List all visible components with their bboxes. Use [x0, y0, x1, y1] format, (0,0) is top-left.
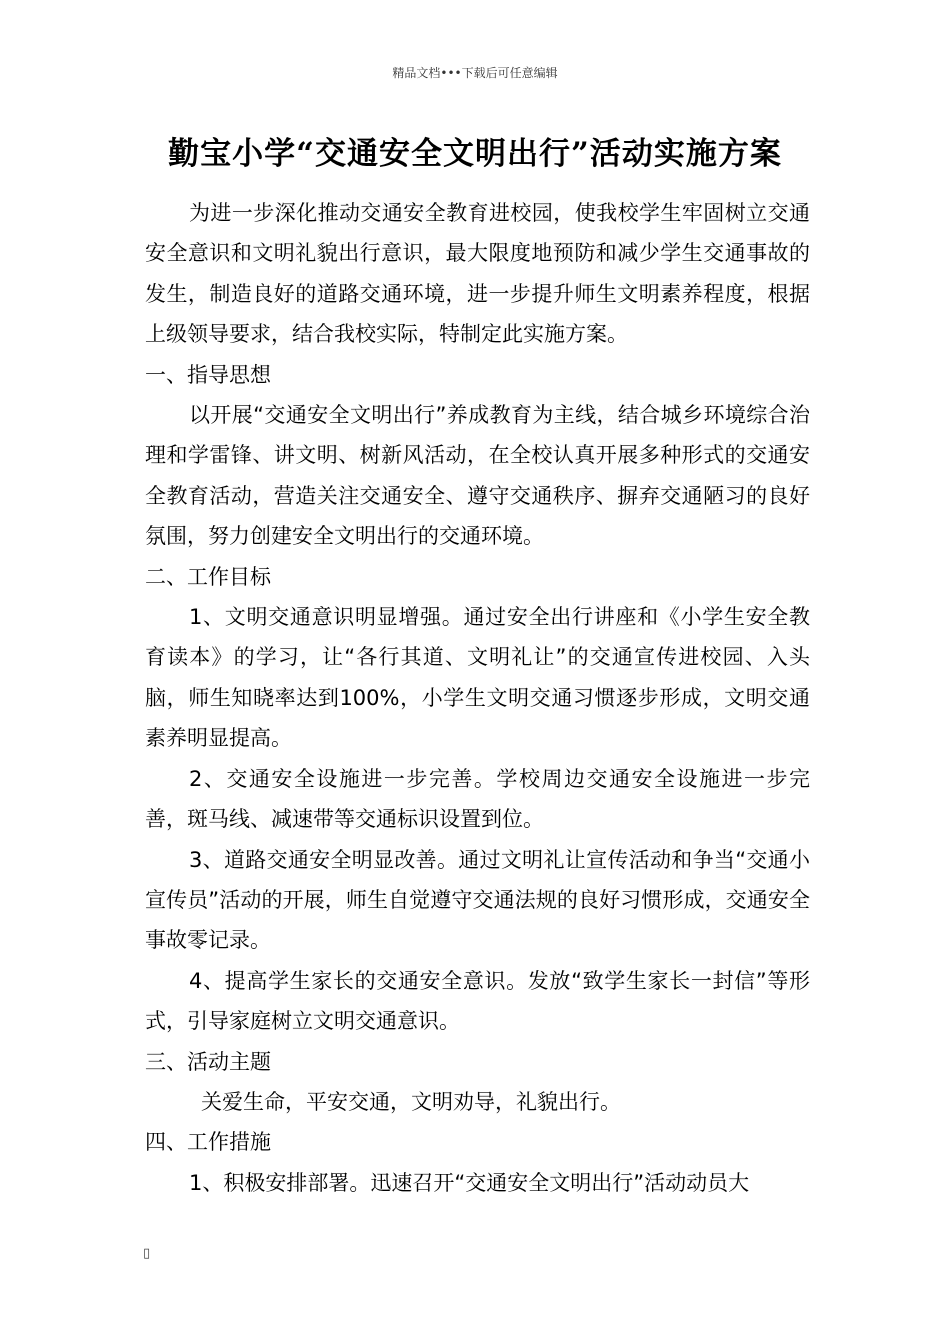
goal-1-paragraph: 1、文明交通意识明显增强。通过安全出行讲座和《小学生安全教育读本》的学习，让“各行其道、文明礼让”的交通宣传进校园、入头脑，师生知晓率达到100%，小学生文明交通习惯逐步形成，文明交通素养明显提高。 [145, 605, 810, 751]
goal-3-paragraph: 3、道路交通安全明显改善。通过文明礼让宣传活动和争当“交通小宣传员”活动的开展，师生自觉遵守交通法规的良好习惯形成，交通安全事故零记录。 [145, 847, 810, 953]
section-heading-work-goals: 二、工作目标 [145, 564, 271, 589]
intro-paragraph: 为进一步深化推动交通安全教育进校园，使我校学生牢固树立交通安全意识和文明礼貌出行意识，最大限度地预防和减少学生交通事故的发生，制造良好的道路交通环境，进一步提升师生文明素养程度，根据上级领导要求，结合我校实际，特制定此实施方案。 [145, 201, 810, 347]
section-heading-guiding-ideology: 一、指导思想 [145, 362, 271, 387]
section-heading-activity-theme: 三、活动主题 [145, 1049, 271, 1074]
goal-2-paragraph: 2、交通安全设施进一步完善。学校周边交通安全设施进一步完善，斑马线、减速带等交通标识设置到位。 [145, 766, 810, 832]
footer-mark: ▯ [143, 1246, 151, 1261]
header-note: 精品文档•••下载后可任意编辑 [392, 66, 558, 80]
activity-theme-paragraph: 关爱生命，平安交通，文明劝导，礼貌出行。 [201, 1089, 621, 1114]
measure-1-paragraph: 1、积极安排部署。迅速召开“交通安全文明出行”活动动员大 [189, 1170, 750, 1195]
section-heading-work-measures: 四、工作措施 [145, 1130, 271, 1155]
guiding-ideology-paragraph: 以开展“交通安全文明出行”养成教育为主线，结合城乡环境综合治理和学雷锋、讲文明、树新风活动，在全校认真开展多种形式的交通安全教育活动，营造关注交通安全、遵守交通秩序、摒弃交通陋习的良好氛围，努力创建安全文明出行的交通环境。 [145, 403, 810, 549]
goal-4-paragraph: 4、提高学生家长的交通安全意识。发放“致学生家长一封信”等形式，引导家庭树立文明交通意识。 [145, 968, 810, 1034]
document-title: 勤宝小学“交通安全文明出行”活动实施方案 [168, 136, 782, 172]
document-body [145, 193, 810, 1203]
